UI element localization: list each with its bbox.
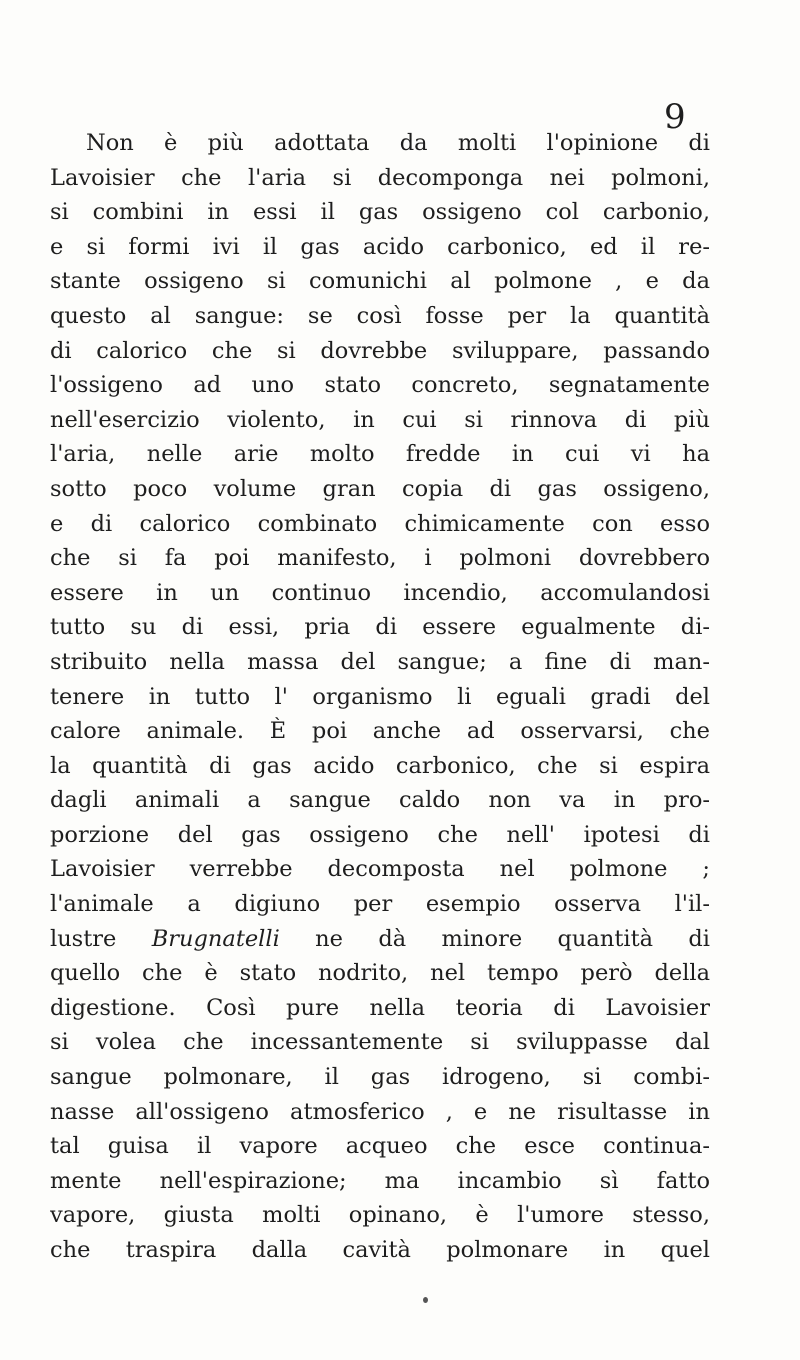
text-line: porzione del gas ossigeno che nell' ipotesi di: [50, 821, 710, 848]
text-line: e di calorico combinato chimicamente con esso: [50, 510, 710, 537]
text-fragment: ne dà minore quantità di: [315, 925, 710, 952]
text-line: che si fa poi manifesto, i polmoni dovrebbero: [50, 545, 710, 572]
text-line: si combini in essi il gas ossigeno col carbonio,: [50, 199, 710, 226]
text-line: stribuito nella massa del sangue; a fine di man-: [50, 648, 710, 675]
text-line: Non è più adottata da molti l'opinione di: [86, 130, 710, 156]
text-line: l'ossigeno ad uno stato concreto, segnatamente: [50, 372, 710, 399]
text-line: quello che è stato nodrito, nel tempo però della: [50, 960, 710, 987]
text-line: stante ossigeno si comunichi al polmone , e da: [50, 268, 710, 295]
text-line: Lavoisier verrebbe decomposta nel polmone ;: [50, 856, 710, 883]
text-line: che traspira dalla cavità polmonare in quel: [50, 1237, 710, 1263]
text-line: la quantità di gas acido carbonico, che si espira: [50, 752, 710, 779]
text-line: digestione. Così pure nella teoria di Lavoisier: [50, 994, 710, 1021]
text-line: dagli animali a sangue caldo non va in pro-: [50, 787, 710, 814]
ink-speck: [423, 1297, 428, 1303]
text-line: tutto su di essi, pria di essere egualmente di-: [50, 614, 710, 641]
text-line: sotto poco volume gran copia di gas ossigeno,: [50, 475, 710, 502]
text-line: nell'esercizio violento, in cui si rinnova di più: [50, 406, 710, 433]
text-line: tenere in tutto l' organismo li eguali gradi del: [50, 683, 710, 710]
text-line: calore animale. È poi anche ad osservarsi, che: [50, 718, 710, 745]
text-line: si volea che incessantemente si sviluppasse dal: [50, 1029, 710, 1056]
text-line: questo al sangue: se così fosse per la quantità: [50, 302, 710, 329]
text-line: l'animale a digiuno per esempio osserva l'il-: [50, 891, 710, 918]
text-line: Lavoisier che l'aria si decomponga nei polmoni,: [50, 164, 710, 191]
page-number: 9: [664, 97, 686, 137]
text-line: sangue polmonare, il gas idrogeno, si combi-: [50, 1064, 710, 1091]
text-line-with-italic: [50, 922, 710, 957]
text-line: nasse all'ossigeno atmosferico , e ne risultasse in: [50, 1098, 710, 1125]
italic-name: Brugnatelli: [151, 925, 280, 952]
body-text: [50, 126, 710, 1268]
text-line: mente nell'espirazione; ma incambio sì fatto: [50, 1167, 710, 1194]
text-line: tal guisa il vapore acqueo che esce continua-: [50, 1133, 710, 1160]
text-line: l'aria, nelle arie molto fredde in cui vi ha: [50, 441, 710, 468]
text-line: essere in un continuo incendio, accomulandosi: [50, 579, 710, 606]
text-fragment: lustre: [50, 925, 117, 952]
text-line: e si formi ivi il gas acido carbonico, ed il re-: [50, 233, 710, 260]
text-line: vapore, giusta molti opinano, è l'umore stesso,: [50, 1202, 710, 1229]
text-line: di calorico che si dovrebbe sviluppare, passando: [50, 337, 710, 364]
